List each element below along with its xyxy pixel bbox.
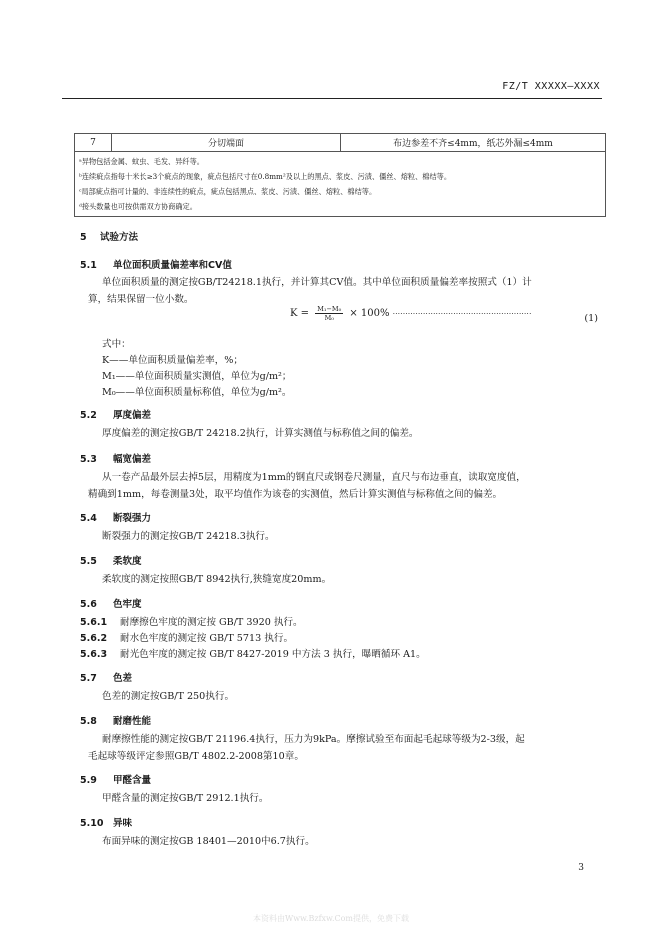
section-number: 5.2 — [80, 410, 97, 421]
section-5-5-heading — [80, 553, 142, 567]
section-5-7-heading — [80, 670, 132, 684]
subclause-text: 耐水色牢度的测定按 GB/T 5713 执行。 — [120, 633, 294, 644]
section-5-3-heading — [80, 451, 151, 465]
where-item: K——单位面积质量偏差率，%； — [102, 355, 244, 366]
paragraph-line: 柔软度的测定按照GB/T 8942执行,狭缝宽度20mm。 — [102, 574, 332, 585]
section-number: 5.1 — [80, 260, 97, 271]
subclause-text: 耐光色牢度的测定按 GB/T 8427-2019 中方法 3 执行，曝晒循环 A1。 — [120, 649, 426, 660]
section-title: 耐磨性能 — [113, 716, 152, 727]
table-row — [75, 134, 606, 152]
section-5-10-heading — [80, 815, 132, 829]
section-number: 5.5 — [80, 556, 97, 567]
note-d: ᵈ接头数量也可按供需双方协商确定。 — [79, 202, 197, 211]
subclause-5-6-3 — [80, 646, 426, 663]
paragraph-line: 从一卷产品最外层去掉5层，用精度为1mm的钢直尺或钢卷尺测量，直尺与布边垂直，读取宽度值， — [102, 472, 526, 483]
section-title: 甲醛含量 — [113, 775, 152, 786]
footer-watermark-text: 本资料由Www.Bzfxw.Com提供，免费下载 — [252, 914, 410, 923]
subclause-text: 耐摩擦色牢度的测定按 GB/T 3920 执行。 — [120, 617, 303, 628]
section-title: 色牢度 — [113, 599, 142, 610]
section-5-1-heading — [80, 257, 232, 271]
where-item: M₁——单位面积质量实测值，单位为g/m²； — [102, 371, 292, 382]
subclause-number: 5.6.1 — [80, 617, 108, 628]
paragraph-line: 耐摩擦性能的测定按GB/T 21196.4执行，压力为9kPa。摩擦试验至布面起毛起球等级为2-3级，起 — [102, 734, 525, 745]
formula-fraction — [315, 305, 343, 322]
section-5-heading — [80, 229, 138, 243]
where-label: 式中： — [102, 339, 131, 350]
subclause-number: 5.6.2 — [80, 633, 108, 644]
section-number: 5.9 — [80, 775, 97, 786]
section-5-9-heading — [80, 772, 151, 786]
note-a: ᵃ异物包括金属、蚊虫、毛发、异纤等。 — [79, 157, 204, 166]
formula-denominator: M₀ — [324, 314, 334, 322]
document-code-header: FZ/T XXXXX—XXXX — [502, 81, 600, 92]
paragraph-line: 精确到1mm，每卷测量3处，取平均值作为该卷的实测值，然后计算实测值与标称值之间的偏差。 — [88, 489, 503, 500]
section-5-2-heading — [80, 407, 151, 421]
section-number: 5.6 — [80, 599, 97, 610]
section-title: 厚度偏差 — [113, 410, 152, 421]
section-number: 5.8 — [80, 716, 97, 727]
section-5-6-heading — [80, 596, 142, 610]
section-title: 柔软度 — [113, 556, 142, 567]
formula-lhs: K = — [290, 308, 310, 319]
spec-table — [74, 133, 606, 217]
subclause-5-6-2 — [80, 630, 293, 647]
page-number: 3 — [578, 863, 584, 873]
row-requirement: 布边参差不齐≤4mm，纸芯外漏≤4mm — [341, 134, 606, 152]
subclause-number: 5.6.3 — [80, 649, 108, 660]
table-notes-row — [75, 152, 606, 217]
paragraph-line: 断裂强力的测定按GB/T 24218.3执行。 — [102, 531, 275, 542]
section-number: 5 — [80, 232, 87, 243]
section-number: 5.3 — [80, 454, 97, 465]
note-c: ᶜ局部疵点指可计量的、非连续性的疵点，疵点包括黑点、浆皮、污渍、僵丝、熔粒、棉结等。 — [79, 187, 377, 196]
paragraph-line: 甲醛含量的测定按GB/T 2912.1执行。 — [102, 793, 269, 804]
section-title: 单位面积质量偏差率和CV值 — [113, 260, 232, 271]
section-5-4-heading — [80, 510, 151, 524]
header-rule — [62, 98, 602, 99]
section-title: 试验方法 — [100, 232, 139, 243]
formula-1 — [290, 305, 532, 322]
paragraph-line: 色差的测定按GB/T 250执行。 — [102, 691, 235, 702]
paragraph-line: 单位面积质量的测定按GB/T24218.1执行，并计算其CV值。其中单位面积质量偏差率按照式（1）计 — [102, 277, 532, 288]
section-title: 异味 — [113, 818, 133, 829]
section-5-8-heading — [80, 713, 151, 727]
formula-rhs: × 100% — [349, 308, 390, 319]
note-b: ᵇ连续疵点指每十米长≥3个疵点的现象，疵点包括尺寸在0.8mm²及以上的黑点、浆皮、污渍、僵丝、熔粒、棉结等。 — [79, 172, 452, 181]
section-title: 幅宽偏差 — [113, 454, 152, 465]
paragraph-line: 算，结果保留一位小数。 — [88, 294, 194, 305]
section-number: 5.10 — [80, 818, 104, 829]
formula-numerator: M₁−M₀ — [317, 305, 342, 313]
formula-number: (1) — [584, 313, 598, 324]
paragraph-line: 厚度偏差的测定按GB/T 24218.2执行，计算实测值与标称值之间的偏差。 — [102, 428, 419, 439]
section-number: 5.7 — [80, 673, 97, 684]
paragraph-line: 布面异味的测定按GB 18401—2010中6.7执行。 — [102, 836, 315, 847]
section-title: 断裂强力 — [113, 513, 152, 524]
section-number: 5.4 — [80, 513, 97, 524]
formula-leader-dots: ······················································· — [392, 310, 532, 318]
table-notes — [75, 152, 606, 217]
row-number: 7 — [75, 134, 112, 152]
paragraph-line: 毛起球等级评定参照GB/T 4802.2-2008第10章。 — [88, 751, 304, 762]
section-title: 色差 — [113, 673, 133, 684]
subclause-5-6-1 — [80, 614, 303, 631]
row-item: 分切端面 — [112, 134, 341, 152]
where-item: M₀——单位面积质量标称值，单位为g/m²。 — [102, 387, 292, 398]
